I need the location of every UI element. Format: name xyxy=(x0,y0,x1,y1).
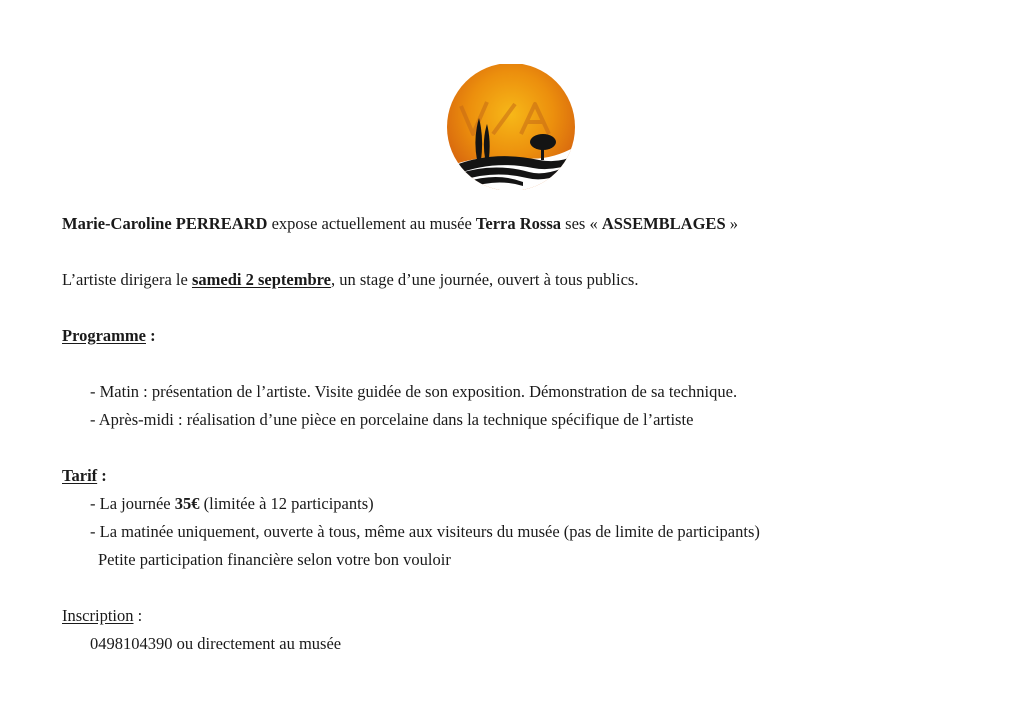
programme-heading xyxy=(62,326,156,346)
heading-colon: : xyxy=(97,466,107,485)
list-item: - Matin : présentation de l’artiste. Visite guidée de son exposition. Démonstration de sa technique. xyxy=(90,382,738,401)
heading-colon: : xyxy=(133,606,143,625)
price: 35€ xyxy=(174,494,200,513)
contact-info: 0498104390 ou directement au musée xyxy=(90,634,342,653)
artist-name: Marie-Caroline PERREARD xyxy=(62,214,268,233)
sunset-hills-logo xyxy=(443,64,579,190)
list-item: - La matinée uniquement, ouverte à tous, même aux visiteurs du musée (pas de limite de participants) xyxy=(90,522,760,541)
tarif-heading xyxy=(62,466,107,486)
intro-paragraph xyxy=(62,214,738,234)
inscription-heading xyxy=(62,606,142,626)
inscription-heading-text: Inscription xyxy=(62,606,134,625)
stage-paragraph xyxy=(62,270,638,290)
intro-text: » xyxy=(725,214,738,233)
tarif-note: Petite participation financière selon votre bon vouloir xyxy=(98,550,451,569)
intro-text: ses « xyxy=(561,214,602,233)
list-item xyxy=(90,494,374,514)
heading-colon: : xyxy=(146,326,156,345)
museum-name: Terra Rossa xyxy=(475,214,562,233)
stage-text: , un stage d’une journée, ouvert à tous publics. xyxy=(330,270,639,289)
exhibition-title: ASSEMBLAGES xyxy=(601,214,726,233)
intro-text: expose actuellement au musée xyxy=(267,214,476,233)
list-item: - Après-midi : réalisation d’une pièce en porcelaine dans la technique spécifique de l’artiste xyxy=(90,410,694,429)
tarif-heading-text: Tarif xyxy=(62,466,98,485)
programme-heading-text: Programme xyxy=(62,326,146,345)
stage-text: L’artiste dirigera le xyxy=(62,270,192,289)
tarif-text: (limitée à 12 participants) xyxy=(199,494,374,513)
tarif-text: - La journée xyxy=(90,494,175,513)
stage-date: samedi 2 septembre xyxy=(191,270,331,289)
